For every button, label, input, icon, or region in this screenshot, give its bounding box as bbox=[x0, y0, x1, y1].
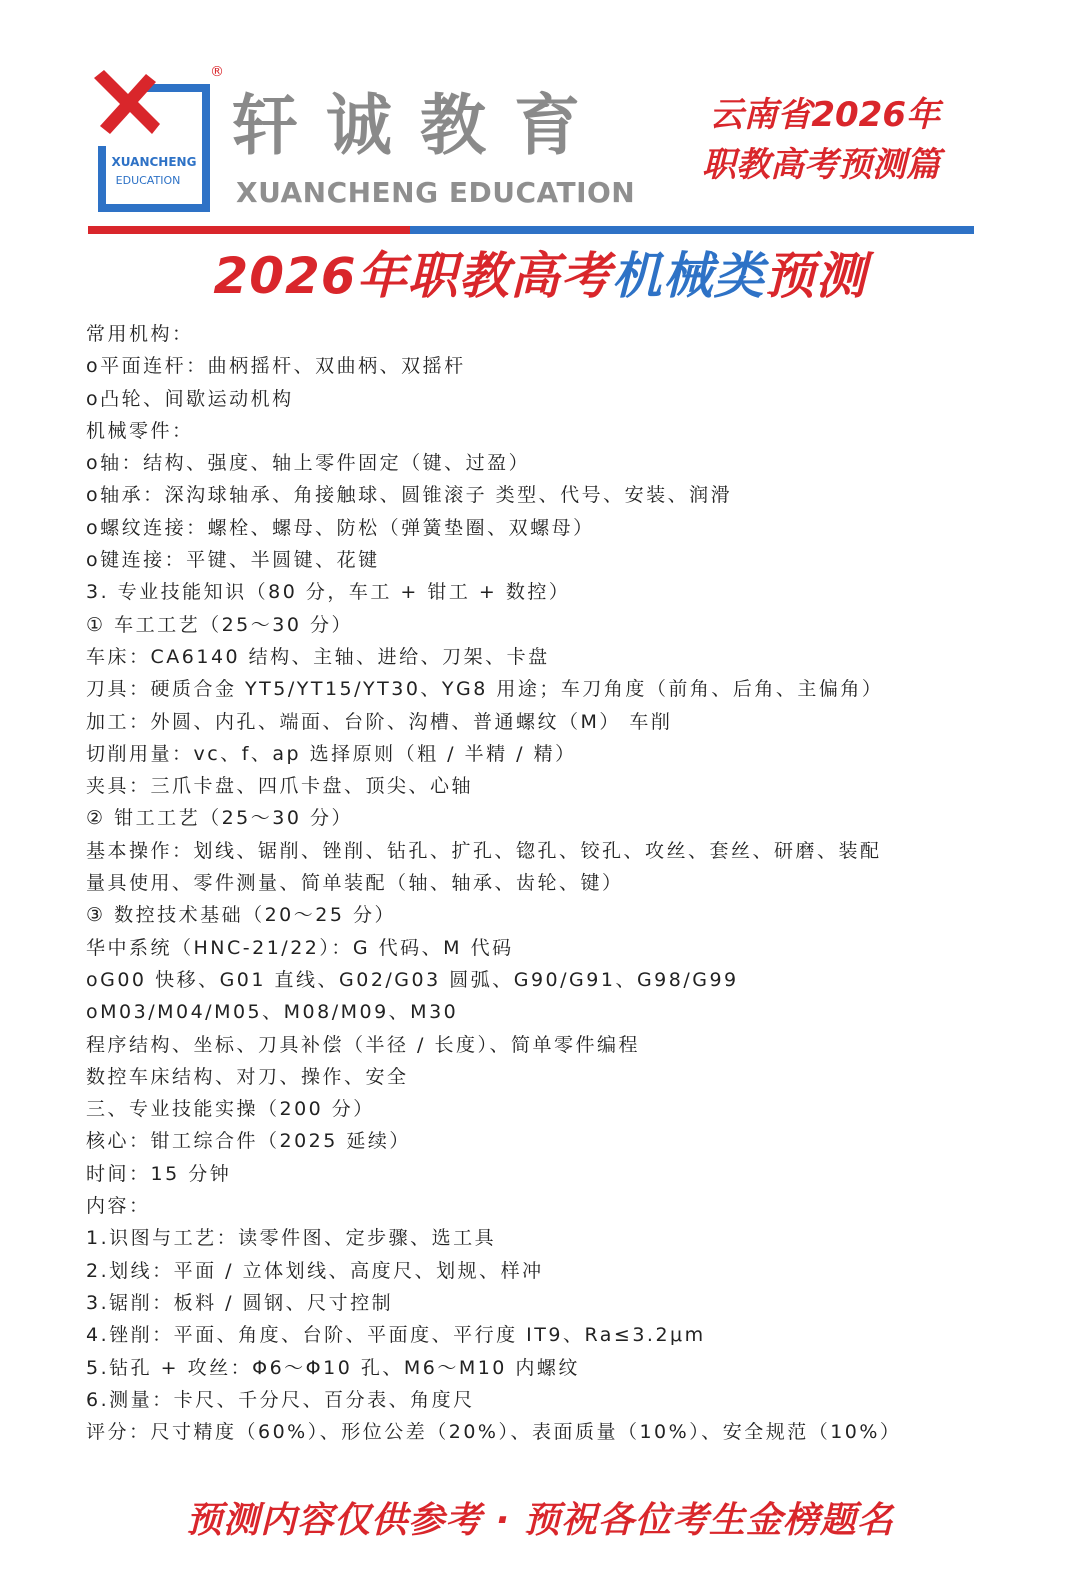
header-divider bbox=[88, 226, 974, 234]
content-line: 3.锯削：板料 / 圆钢、尺寸控制 bbox=[86, 1291, 394, 1314]
content-line: 3. 专业技能知识（80 分，车工 + 钳工 + 数控） bbox=[86, 581, 571, 604]
content-line: oM03/M04/M05、M08/M09、M30 bbox=[86, 1001, 459, 1024]
content-line: o轴承：深沟球轴承、角接触球、圆锥滚子 类型、代号、安装、润滑 bbox=[86, 484, 733, 507]
content-line: o凸轮、间歇运动机构 bbox=[86, 387, 294, 410]
content-line: 内容： bbox=[86, 1195, 151, 1218]
content-line: 数控车床结构、对刀、操作、安全 bbox=[86, 1065, 409, 1088]
content-line: 评分：尺寸精度（60%）、形位公差（20%）、表面质量（10%）、安全规范（10%） bbox=[86, 1421, 902, 1444]
region-line-1: 云南省2026年 bbox=[709, 95, 940, 135]
content-line: 6.测量：卡尺、千分尺、百分表、角度尺 bbox=[86, 1388, 475, 1411]
content-line: ③ 数控技术基础（20～25 分） bbox=[86, 904, 396, 927]
registered-mark: ® bbox=[210, 64, 224, 80]
logo-text-1: XUANCHENG bbox=[111, 155, 197, 169]
content-line: 程序结构、坐标、刀具补偿（半径 / 长度）、简单零件编程 bbox=[86, 1033, 640, 1056]
content-line: 切削用量：vc、f、ap 选择原则（粗 / 半精 / 精） bbox=[86, 742, 577, 765]
page-title bbox=[0, 244, 1080, 308]
content-line: 常用机构： bbox=[86, 323, 194, 345]
logo-text-2: EDUCATION bbox=[115, 174, 181, 187]
xuancheng-logo-icon bbox=[90, 66, 214, 214]
content-line: o平面连杆：曲柄摇杆、双曲柄、双摇杆 bbox=[86, 355, 466, 378]
content-line: o螺纹连接：螺栓、螺母、防松（弹簧垫圈、双螺母） bbox=[86, 516, 595, 539]
divider-blue bbox=[410, 226, 974, 234]
content-line: 1.识图与工艺：读零件图、定步骤、选工具 bbox=[86, 1227, 497, 1250]
title-part-2: 机械类 bbox=[611, 247, 765, 305]
title-part-3: 预测 bbox=[764, 247, 867, 305]
content-line: o轴：结构、强度、轴上零件固定（键、过盈） bbox=[86, 452, 531, 475]
content-body bbox=[86, 318, 986, 1448]
content-line: ① 车工工艺（25～30 分） bbox=[86, 613, 353, 636]
divider-red bbox=[88, 226, 410, 234]
content-line: 刀具：硬质合金 YT5/YT15/YT30、YG8 用途；车刀角度（前角、后角、主偏角） bbox=[86, 678, 884, 701]
content-line: 夹具：三爪卡盘、四爪卡盘、顶尖、心轴 bbox=[86, 775, 474, 798]
content-line: 量具使用、零件测量、简单装配（轴、轴承、齿轮、键） bbox=[86, 872, 624, 895]
content-line: 2.划线：平面 / 立体划线、高度尺、划规、样冲 bbox=[86, 1259, 544, 1282]
content-line: o键连接：平键、半圆键、花键 bbox=[86, 549, 380, 572]
content-line: 机械零件： bbox=[86, 419, 194, 442]
content-line: 三、专业技能实操（200 分） bbox=[86, 1098, 375, 1121]
region-line-2: 职教高考预测篇 bbox=[702, 145, 940, 185]
region-title bbox=[620, 90, 940, 190]
content-line: 华中系统（HNC-21/22）：G 代码、M 代码 bbox=[86, 936, 514, 959]
brand-name-en: XUANCHENG EDUCATION bbox=[236, 176, 636, 209]
content-line: 时间：15 分钟 bbox=[86, 1162, 232, 1185]
content-line: 车床：CA6140 结构、主轴、进给、刀架、卡盘 bbox=[86, 645, 550, 668]
title-part-1: 2026年职教高考 bbox=[213, 247, 612, 305]
content-line: ② 钳工工艺（25～30 分） bbox=[86, 807, 353, 830]
content-line: oG00 快移、G01 直线、G02/G03 圆弧、G90/G91、G98/G99 bbox=[86, 968, 739, 991]
content-line: 基本操作：划线、锯削、锉削、钻孔、扩孔、锪孔、铰孔、攻丝、套丝、研磨、装配 bbox=[86, 839, 882, 862]
content-line: 4.锉削：平面、角度、台阶、平面度、平行度 IT9、Ra≤3.2μm bbox=[86, 1324, 706, 1347]
content-line: 加工：外圆、内孔、端面、台阶、沟槽、普通螺纹（M） 车削 bbox=[86, 710, 673, 733]
content-line: 核心：钳工综合件（2025 延续） bbox=[86, 1130, 411, 1153]
content-line: 5.钻孔 + 攻丝：Φ6～Φ10 孔、M6～M10 内螺纹 bbox=[86, 1356, 580, 1379]
footer-slogan: 预测内容仅供参考 · 预祝各位考生金榜题名 bbox=[186, 1500, 894, 1541]
header bbox=[0, 0, 1080, 240]
brand-name-cn: 轩诚教育 bbox=[232, 86, 608, 164]
